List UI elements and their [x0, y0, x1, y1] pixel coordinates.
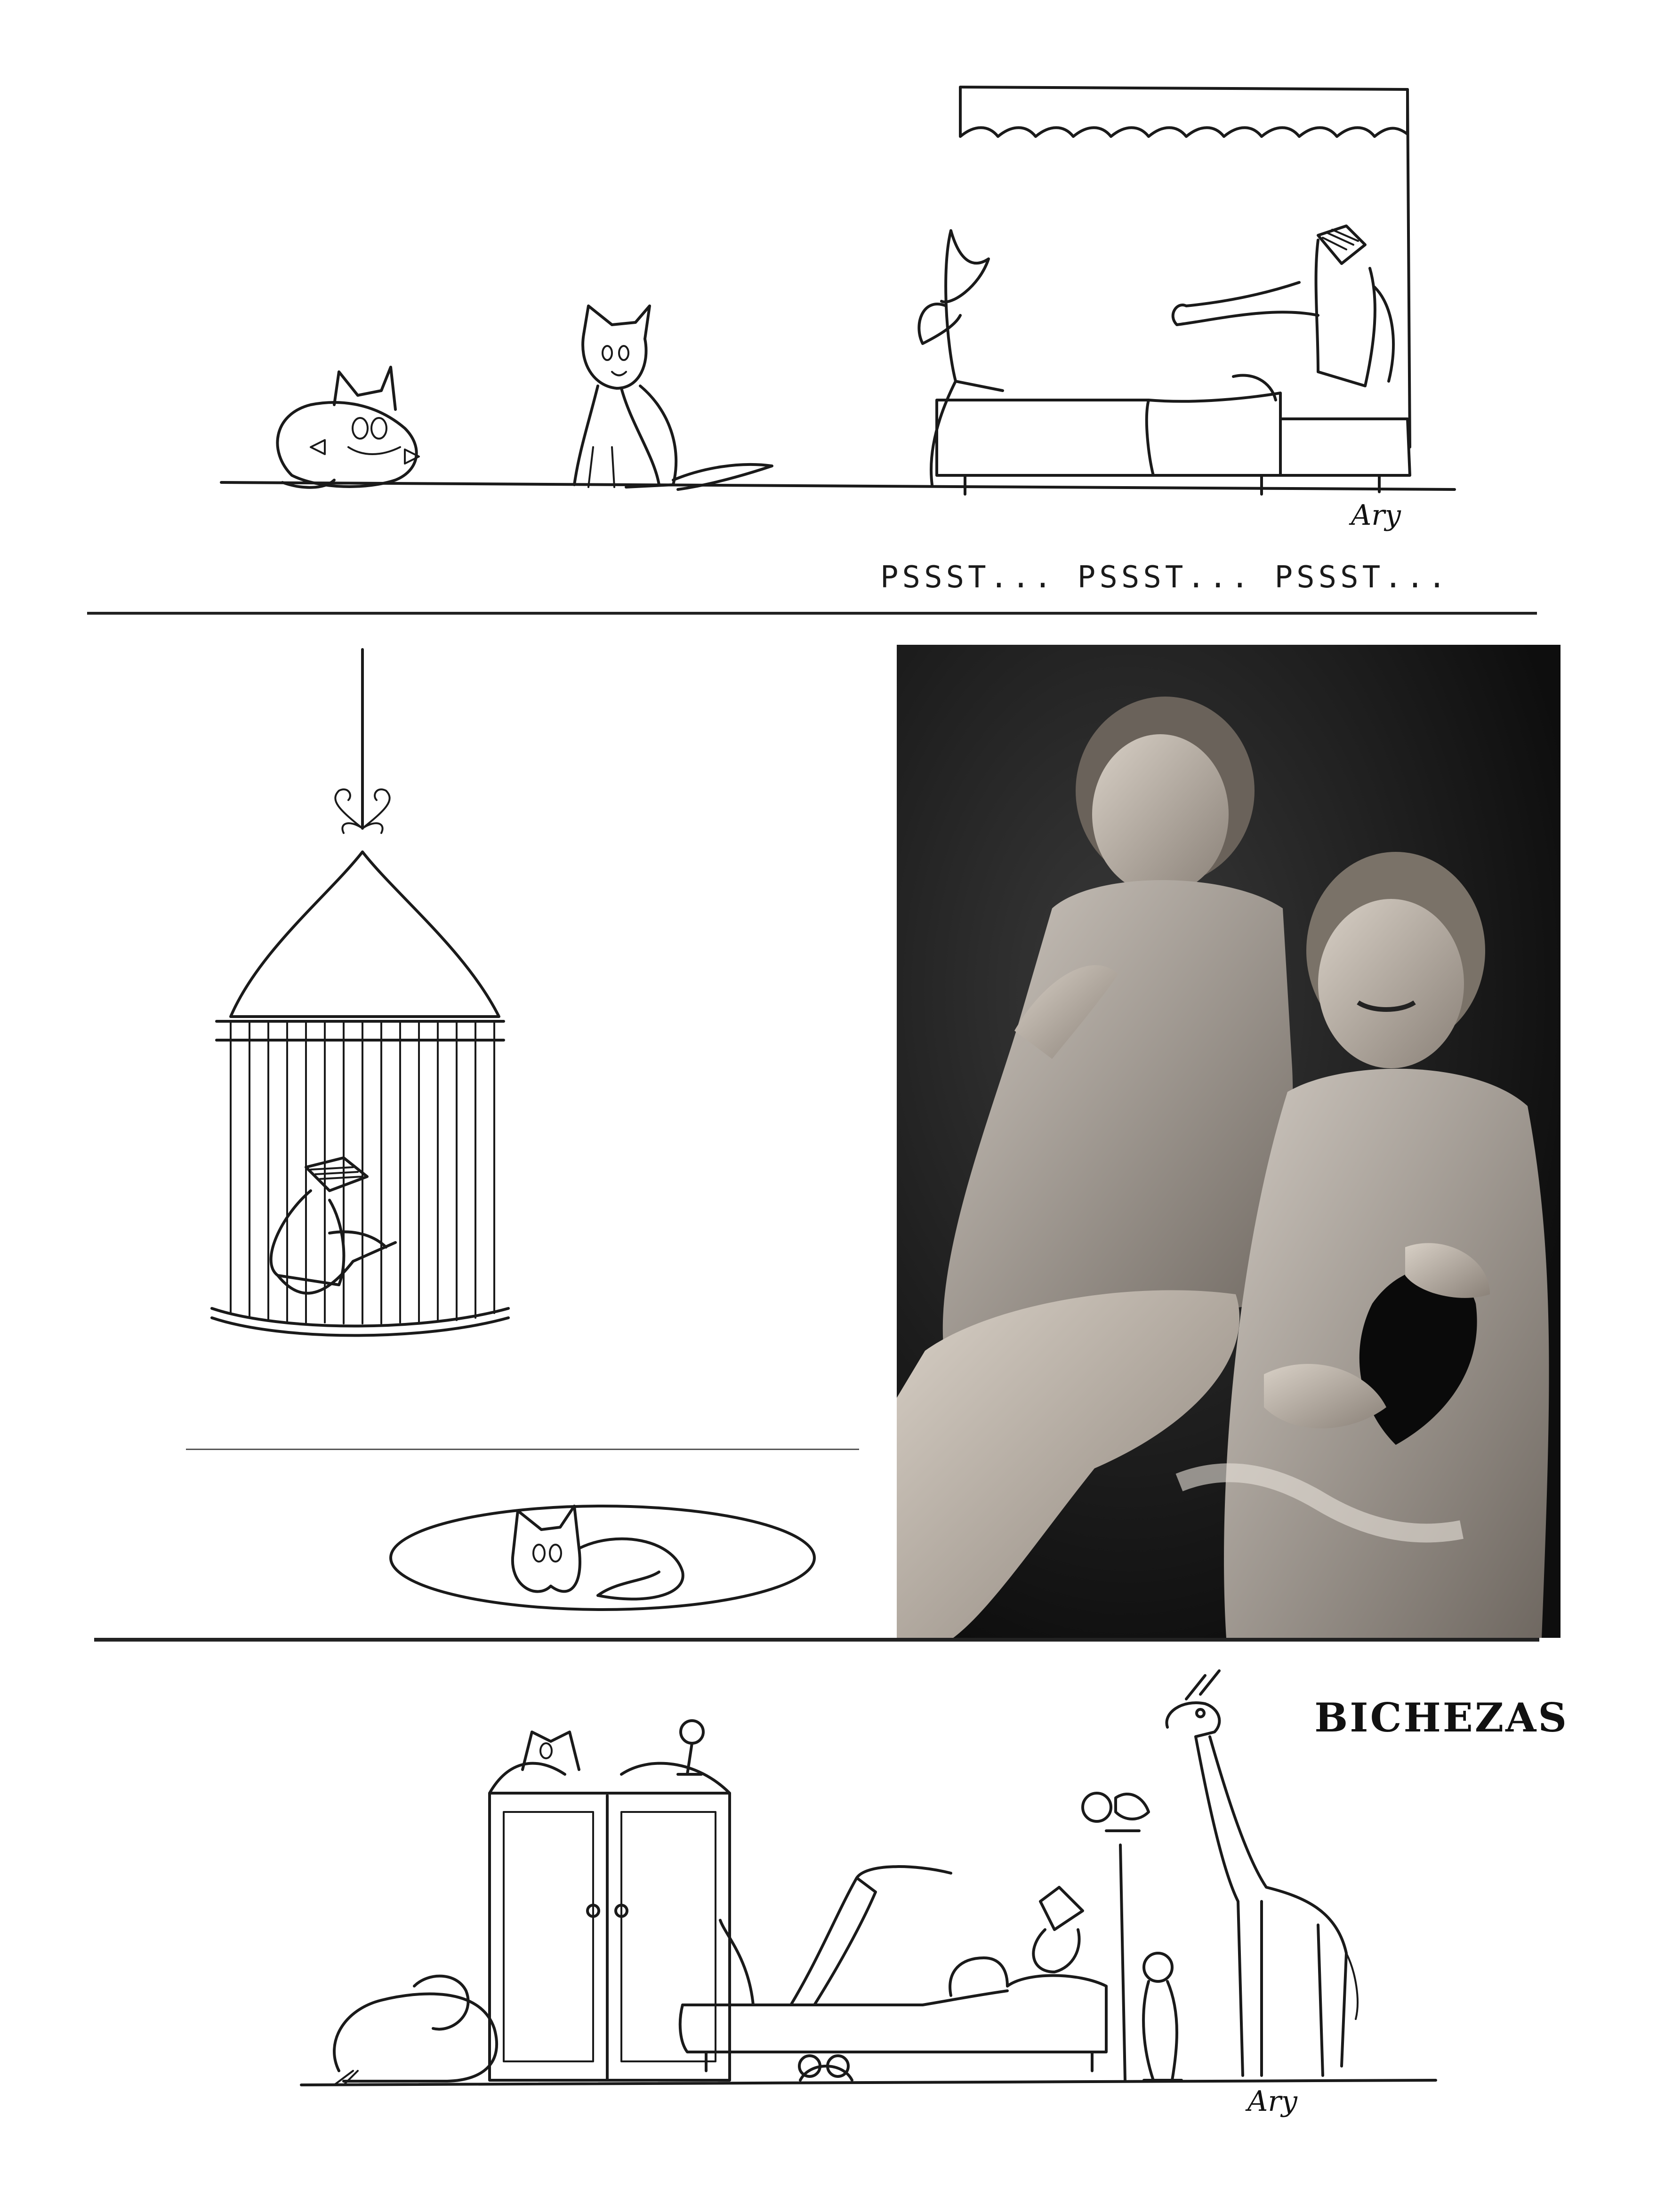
top-signature: Ary: [1351, 499, 1401, 532]
giraffe-icon: [1149, 1661, 1375, 2090]
bottom-signature: Ary: [1247, 2085, 1297, 2118]
bottom-title: BICHEZAS: [1314, 1694, 1569, 1741]
bed-with-figures-icon: [668, 1817, 1139, 2080]
top-caption: PSSST... PSSST... PSSST...: [880, 560, 1450, 595]
